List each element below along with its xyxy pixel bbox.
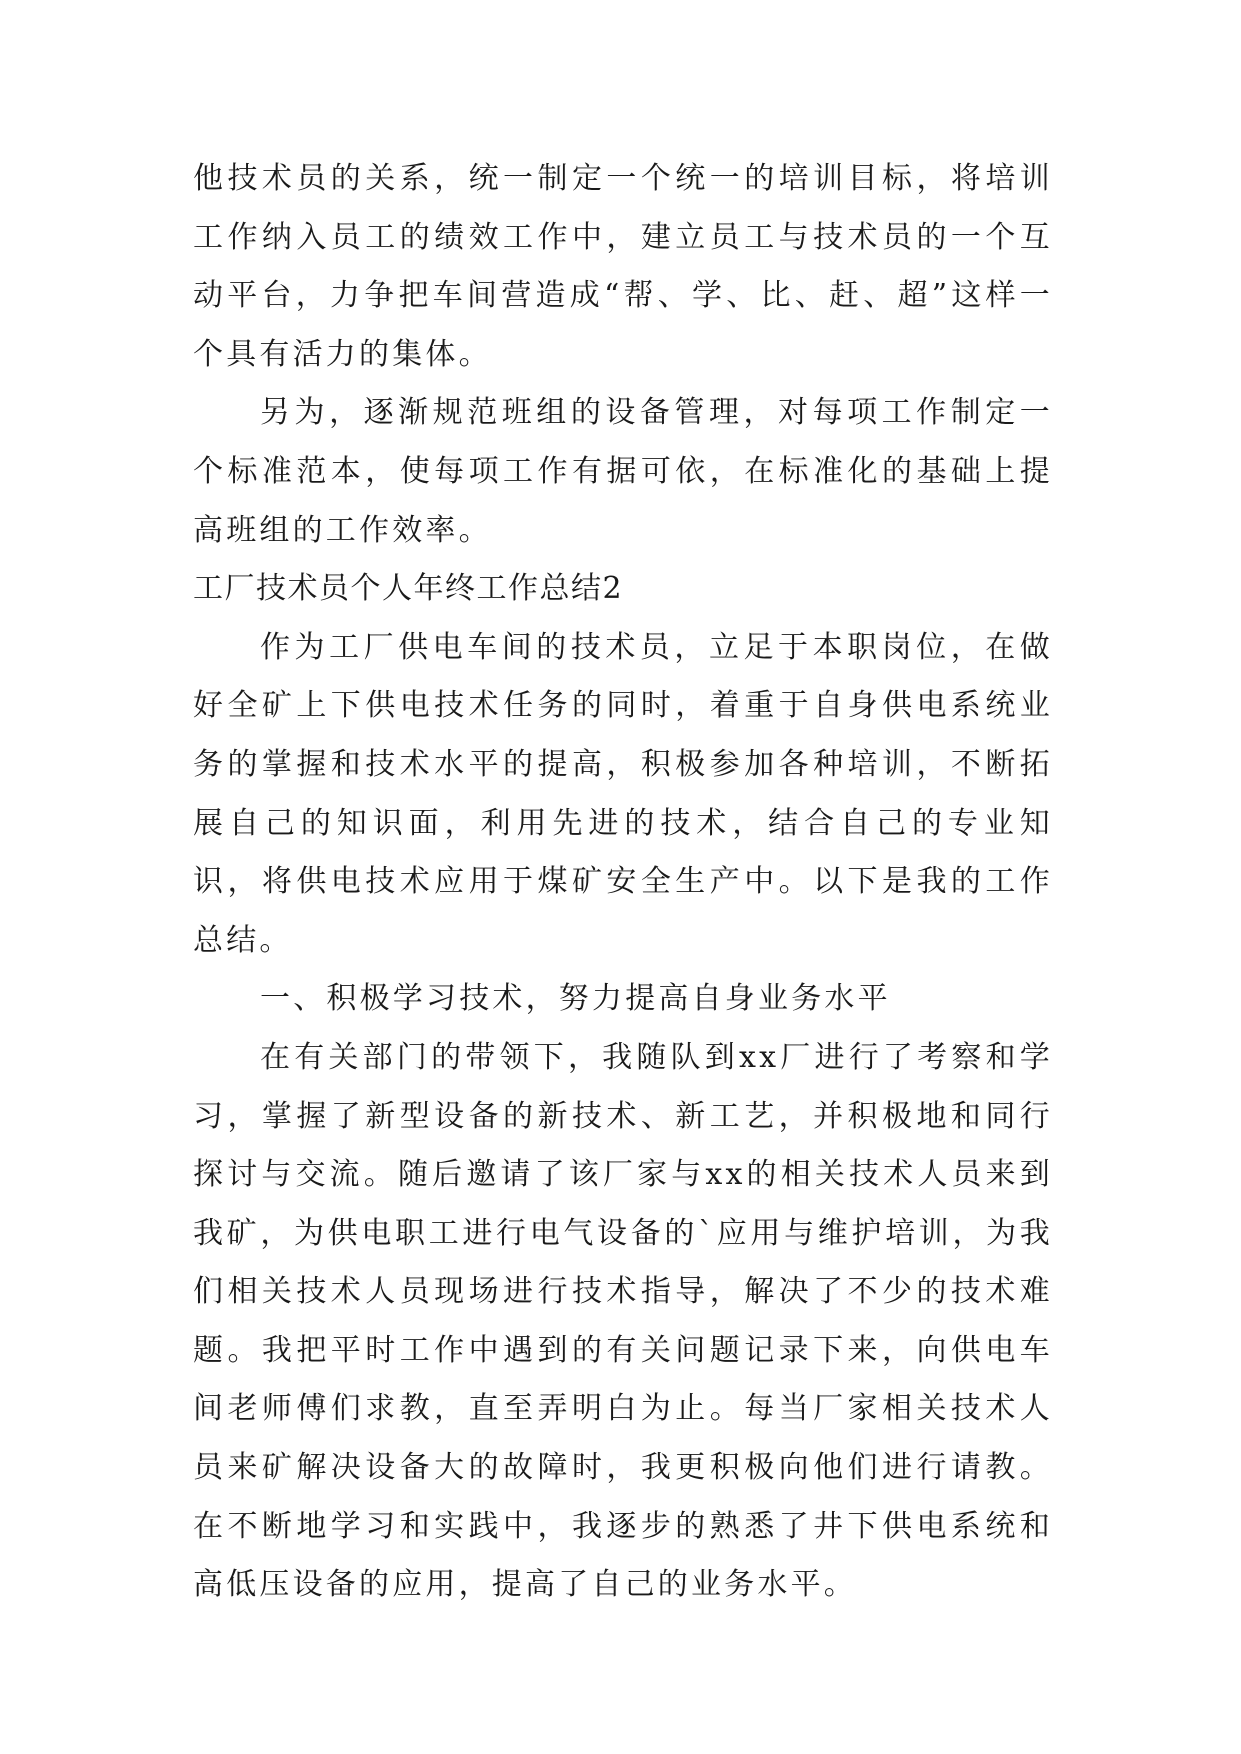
document-body — [193, 150, 1053, 1615]
section-title: 工厂技术员个人年终工作总结2 — [193, 571, 624, 607]
subheading-learning: 一、积极学习技术，努力提高自身业务水平 — [260, 981, 891, 1017]
paragraph-intro: 作为工厂供电车间的技术员，立足于本职岗位，在做好全矿上下供电技术任务的同时，着重于自身供电系统业务的掌握和技术水平的提高，积极参加各种培训，不断拓展自己的知识面，利用先进的技术，结合自己的专业知识，将供电技术应用于煤矿安全生产中。以下是我的工作总结。 — [193, 629, 1053, 958]
paragraph-continuation: 他技术员的关系，统一制定一个统一的培训目标，将培训工作纳入员工的绩效工作中，建立员工与技术员的一个互动平台，力争把车间营造成“帮、学、比、赶、超”这样一个具有活力的集体。 — [193, 161, 1053, 372]
paragraph-equipment-management: 另为，逐渐规范班组的设备管理，对每项工作制定一个标准范本，使每项工作有据可依，在标准化的基础上提高班组的工作效率。 — [193, 395, 1053, 548]
paragraph-learning-details: 在有关部门的带领下，我随队到xx厂进行了考察和学习，掌握了新型设备的新技术、新工艺，并积极地和同行探讨与交流。随后邀请了该厂家与xx的相关技术人员来到我矿，为供电职工进行电气设备的`应用与维护培训，为我们相关技术人员现场进行技术指导，解决了不少的技术难题。我把平时工作中遇到的有关问题记录下来，向供电车间老师傅们求教，直至弄明白为止。每当厂家相关技术人员来矿解决设备大的故障时，我更积极向他们进行请教。在不断地学习和实践中，我逐步的熟悉了井下供电系统和高低压设备的应用，提高了自己的业务水平。 — [193, 1039, 1053, 1603]
